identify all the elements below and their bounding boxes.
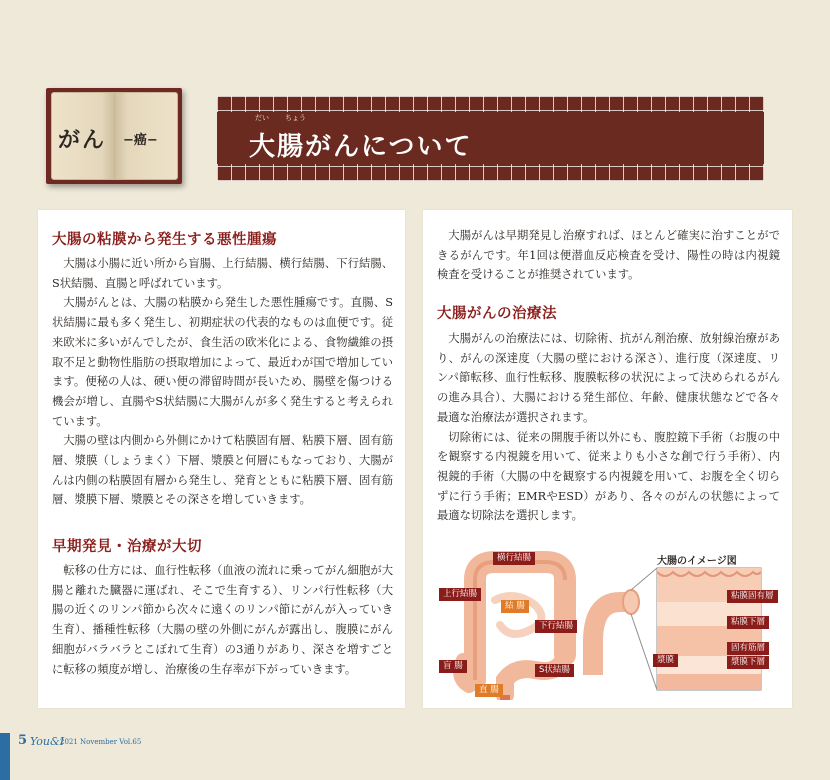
paragraph: 大腸がんとは、大腸の粘膜から発生した悪性腫瘍です。直腸、S状結腸に最も多く発生し、初期症状の代表的なものは血便です。従来欧米に多いがんでしたが、食生活の欧米化による、食物繊維の摂取不足と動物性脂肪の摂取増加によって、最近わが国で増加しています。便秘の人は、硬い便の滞留時間が長いため、腸壁を傷つける機会が増し、直腸やS状結腸に大腸がんが多く発生すると考えられています。 <box>52 296 393 428</box>
intro-text <box>437 226 780 285</box>
paragraph: 転移の仕方には、血行性転移（血液の流れに乗ってがん細胞が大腸と離れた臓器に運ばれ、そこで生育する）、リンパ行性転移（大腸の近くのリンパ節から次々に遠くのリンパ節にがんが入っていき生育）、播種性転移（大腸の壁の外側にがんが露出し、腹膜にがん細胞がバラバラとこぼれて生育）の3通りがあり、深さを増すごとに転移の頻度が増し、治療後の生存率が下がっていきます。 <box>52 564 393 676</box>
label-ascending: 上行結腸 <box>439 588 481 601</box>
label-descending: 下行結腸 <box>535 620 577 633</box>
footer-strip <box>0 733 10 780</box>
paragraph: 切除術には、従来の開腹手術以外にも、腹腔鏡下手術（お腹の中を観察する内視鏡を用いて、従来よりも小さな創で行う手術）、内視鏡的手術（大腸の中を観察する内視鏡を用いて、お腹を全く切らずに行う手術；EMRやESD）があり、各々のがんの状態によって最適な切除法を選択します。 <box>437 430 780 523</box>
ruby-chou: ちょう <box>285 114 306 122</box>
label-sigmoid: S状結腸 <box>535 664 574 677</box>
book-subtitle: −癌− <box>123 133 158 148</box>
book-left-page <box>51 92 115 180</box>
paragraph: 大腸の壁は内側から外側にかけて粘膜固有層、粘膜下層、固有筋層、漿膜（しょうまく）下層、漿膜と何層にもなっており、大腸がんは内側の粘膜固有層から発生し、発育とともに粘膜下層、固有筋層、漿膜下層、漿膜とその深さを増していきます。 <box>52 434 393 507</box>
label-subserosa: 漿膜下層 <box>727 656 769 669</box>
image-title: 大腸のイメージ図 <box>657 556 737 567</box>
label-serosa: 漿膜 <box>653 654 678 667</box>
section-heading: 大腸の粘膜から発生する悪性腫瘍 <box>52 232 277 248</box>
label-cecum: 盲 腸 <box>439 660 467 673</box>
section-mucosa-tumor <box>52 228 393 510</box>
book-right-page <box>114 92 178 180</box>
right-panel <box>423 210 792 708</box>
label-colon: 結 腸 <box>501 600 529 613</box>
title-banner <box>217 96 764 181</box>
book-title: がん <box>58 127 107 153</box>
footer-issue: 2021 November Vol.65 <box>60 738 142 746</box>
label-submucosa: 粘膜下層 <box>727 616 769 629</box>
section-early-detection <box>52 535 393 679</box>
section-heading: 早期発見・治療が大切 <box>52 539 202 555</box>
label-rectum: 直 腸 <box>475 684 503 697</box>
ruby-dai: だい <box>255 114 269 122</box>
paragraph: 大腸は小腸に近い所から盲腸、上行結腸、横行結腸、下行結腸、S状結腸、直腸と呼ばれています。 <box>52 257 393 290</box>
label-transverse: 横行結腸 <box>493 552 535 565</box>
page-title: 大腸がんについて <box>249 132 473 162</box>
footer-brand: You&I <box>30 735 65 748</box>
left-panel <box>38 210 405 708</box>
label-mucosa: 粘膜固有層 <box>727 590 778 603</box>
label-muscularis: 固有筋層 <box>727 642 769 655</box>
paragraph: 大腸がんの治療法には、切除術、抗がん剤治療、放射線治療があり、がんの深達度（大腸の壁における深さ）、進行度（深達度、リンパ節転移、血行性転移、腹膜転移の状況によって決められるがんの進み具合）、大腸における発生部位、年齢、健康状態などで各々最適な治療法が選択されます。 <box>437 332 780 424</box>
wall-layers <box>657 568 761 690</box>
colon-illustration <box>435 550 779 700</box>
section-treatment <box>437 302 780 526</box>
section-heading: 大腸がんの治療法 <box>437 306 557 322</box>
page-number: 5 <box>18 733 28 748</box>
paragraph: 大腸がんは早期発見し治療すれば、ほとんど確実に治すことができるがんです。年1回は便潜血反応検査を受け、陽性の時は内視鏡検査を受けることが推奨されています。 <box>437 229 780 282</box>
colon-tube <box>593 590 639 675</box>
book-graphic <box>46 88 182 184</box>
